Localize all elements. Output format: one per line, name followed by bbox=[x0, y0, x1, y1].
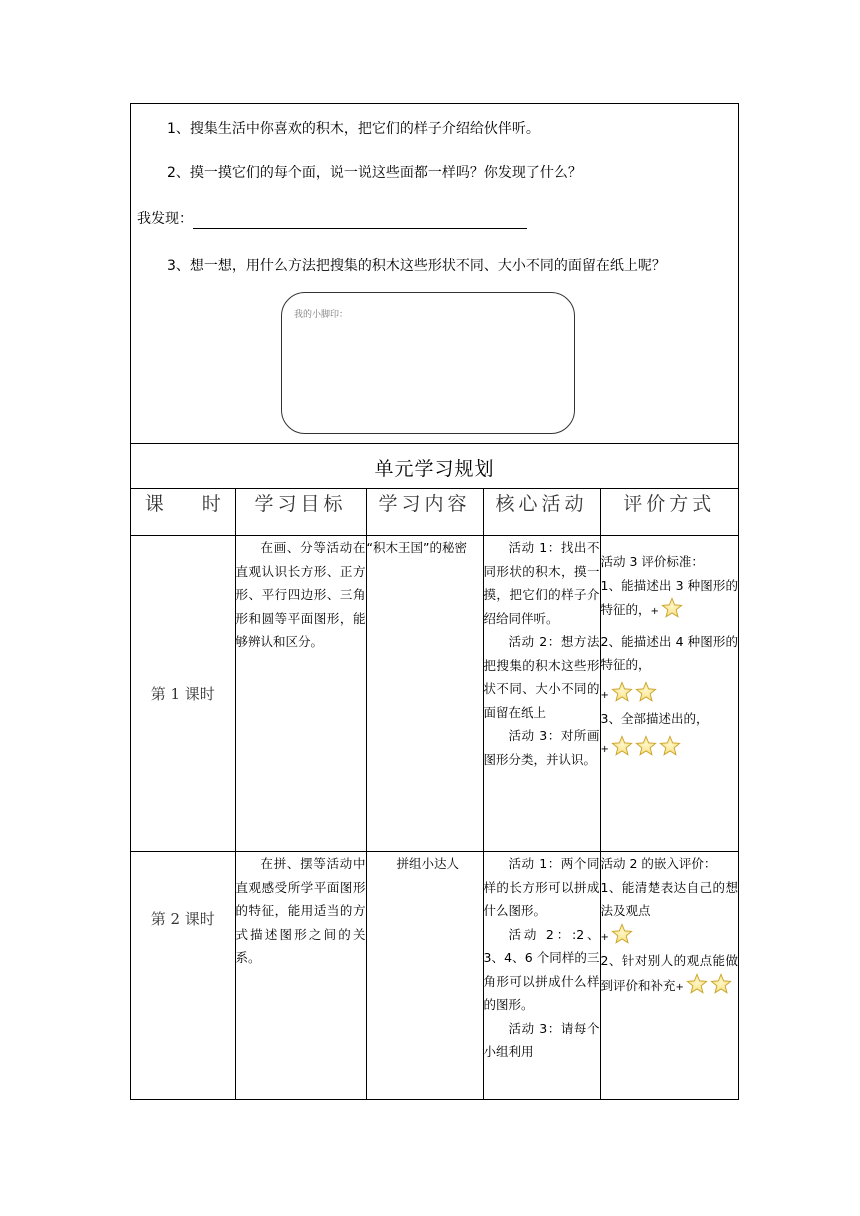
eval-1-criterion-1 bbox=[601, 574, 739, 624]
plus-sign: + bbox=[600, 931, 609, 943]
header-evaluation: 评价方式 bbox=[600, 489, 738, 536]
lesson-1-goal bbox=[235, 536, 366, 852]
table-row bbox=[131, 536, 738, 852]
lesson-2-goal-text: 在拼、摆等活动中直观感受所学平面图形的特征，能用适当的方式描述图形之间的关系。 bbox=[235, 856, 366, 965]
worksheet-sheet bbox=[130, 103, 739, 1100]
lesson-2-label: 第 2 课时 bbox=[131, 852, 235, 1100]
plan-table bbox=[131, 489, 738, 1100]
discovery-label: 我发现： bbox=[137, 211, 193, 227]
question-3: 3、想一想，用什么方法把搜集的积木这些形状不同、大小不同的面留在纸上呢？ bbox=[167, 258, 666, 274]
lesson-1-evaluation bbox=[600, 536, 738, 852]
plus-sign: + bbox=[675, 981, 684, 993]
lesson-1-activity-3: 活动 3：对所画图形分类，并认识。 bbox=[483, 728, 600, 767]
eval-2-criterion-1-text: 1、能清楚表达自己的想法及观点 bbox=[600, 879, 738, 918]
lesson-2-activity-1: 活动 1：两个同样的长方形可以拼成什么图形。 bbox=[483, 856, 600, 918]
lesson-1-content: “积木王国”的秘密 bbox=[366, 536, 483, 852]
lesson-2-content: 拼组小达人 bbox=[366, 852, 483, 1100]
section-divider bbox=[131, 443, 738, 444]
header-lesson: 课 时 bbox=[131, 489, 235, 536]
worksheet-section bbox=[131, 104, 738, 444]
plus-sign: + bbox=[650, 606, 659, 617]
footprint-box[interactable] bbox=[281, 292, 575, 434]
plan-title: 单元学习规划 bbox=[374, 458, 495, 480]
lesson-1-goal-text: 在画、分等活动在直观认识长方形、正方形、平行四边形、三角形和圆等平面图形，能够辨认和区分。 bbox=[235, 540, 366, 649]
lesson-2-activity-3: 活动 3：请每个小组利用 bbox=[483, 1020, 600, 1059]
plus-sign: + bbox=[600, 743, 609, 755]
lesson-1-activity-2: 活动 2：想方法把搜集的积木这些形状不同、大小不同的面留在纸上 bbox=[483, 634, 600, 720]
footprint-label: 我的小脚印： bbox=[294, 310, 349, 320]
eval-1-criterion-2-text: 2、能描述出 4 种图形的特征的， bbox=[600, 633, 738, 672]
eval-1-intro: 活动 3 评价标准： bbox=[600, 554, 704, 569]
star-icon bbox=[611, 923, 633, 945]
eval-2-criterion-2 bbox=[601, 949, 739, 999]
table-row bbox=[131, 852, 738, 1100]
header-content: 学习内容 bbox=[366, 489, 483, 536]
star-icon bbox=[661, 597, 683, 619]
discovery-answer-line[interactable] bbox=[193, 228, 527, 229]
eval-1-criterion-2-stars bbox=[601, 681, 739, 708]
star-icon bbox=[611, 681, 633, 703]
star-icon bbox=[635, 681, 657, 703]
header-goal: 学习目标 bbox=[235, 489, 366, 536]
eval-2-intro: 活动 2 的嵌入评价： bbox=[600, 856, 717, 871]
star-icon bbox=[611, 735, 633, 757]
plan-header-row bbox=[131, 489, 738, 536]
eval-1-criterion-1-text: 1、能描述出 3 种图形的特征的， bbox=[600, 577, 738, 617]
lesson-1-activities bbox=[483, 536, 600, 852]
lesson-2-activity-2: 活动 2：:2、3、4、6 个同样的三角形可以拼成什么样的图形。 bbox=[483, 926, 600, 1012]
question-2: 2、摸一摸它们的每个面，说一说这些面都一样吗？你发现了什么？ bbox=[167, 165, 582, 181]
star-icon bbox=[635, 735, 657, 757]
star-icon bbox=[686, 973, 708, 995]
eval-1-criterion-3-stars bbox=[601, 735, 739, 762]
eval-1-criterion-3-text: 3、全部描述出的， bbox=[600, 711, 709, 726]
eval-2-criterion-2-text: 2、针对别人的观点能做到评价和补充 bbox=[600, 953, 738, 993]
star-icon bbox=[710, 973, 732, 995]
lesson-2-activities bbox=[483, 852, 600, 1100]
lesson-2-goal bbox=[235, 852, 366, 1100]
eval-2-criterion-1-stars bbox=[601, 923, 739, 950]
header-activity: 核心活动 bbox=[483, 489, 600, 536]
question-1: 1、搜集生活中你喜欢的积木，把它们的样子介绍给伙伴听。 bbox=[167, 121, 540, 137]
star-icon bbox=[659, 735, 681, 757]
lesson-2-evaluation bbox=[600, 852, 738, 1100]
lesson-1-label: 第 1 课时 bbox=[131, 536, 235, 852]
lesson-1-activity-1: 活动 1：找出不同形状的积木，摸一摸，把它们的样子介绍给同伴听。 bbox=[483, 540, 600, 626]
plus-sign: + bbox=[600, 689, 609, 701]
